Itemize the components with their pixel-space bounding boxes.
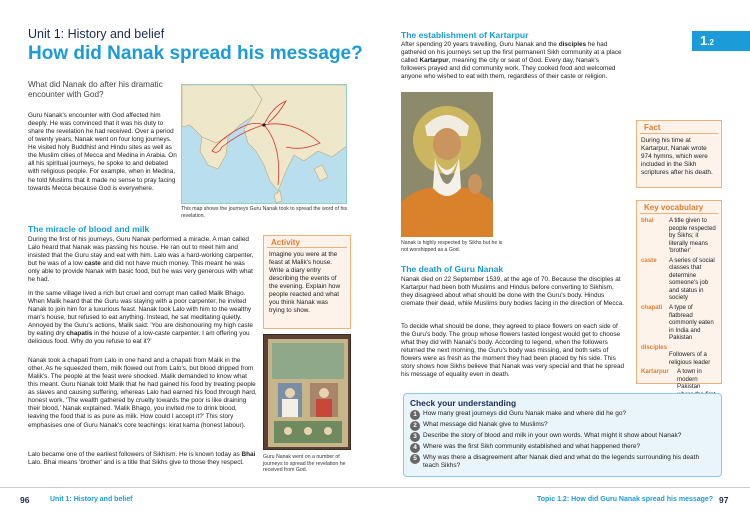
- page-number-right: 97: [719, 495, 729, 505]
- miracle-paragraph-2: In the same village lived a rich but cruel and corrupt man called Malik Bhago. When Malik heard that the Guru was staying with a poor carpenter, he invited Nanak to join him for a luxurious feast. Nanak took Lalo with him to the wealthy man's house, but refused to eat anything. Instead, he sat meditating quietly. Annoyed by the Guru's actions, Malik said: 'You are dishonouring my high caste by eating dry chapatis in the house of a low-caste carpenter. I am offering you delicious food. Why do you refuse to eat it?': [28, 290, 253, 346]
- vocab-item-def: Followers of a religious leader: [669, 351, 711, 366]
- activity-heading: Activity: [267, 236, 347, 248]
- kartarpur-heading: The establishment of Kartarpur: [401, 30, 529, 40]
- question-number: 4: [410, 443, 420, 453]
- miracle-paragraph-4: Lalo became one of the earliest followers of Sikhism. He is known today as Bhai Lalo. Bhai means 'brother' and is a title that Sikhs give to those they respect.: [28, 451, 256, 467]
- map-caption: This map shows the journeys Guru Nanak took to spread the word of his revelation.: [181, 206, 348, 219]
- journey-painting: [263, 334, 351, 450]
- vocab-item: caste A series of social classes that determine someone's job and status in society: [641, 256, 715, 302]
- right-footer: [375, 487, 750, 509]
- vocab-item: Kartarpur A town in modern Pakistan: [641, 368, 702, 391]
- miracle-heading: The miracle of blood and milk: [28, 224, 150, 234]
- portrait-illustration: [401, 92, 493, 237]
- question-number: 5: [410, 454, 420, 464]
- miracle-paragraph-3: Nanak took a chapati from Lalo in one hand and a chapati from Malik in the other. As he squeezed them, milk flowed out from Lalo's, but blood dripped from Malik's. The people at the feast were shocked. Malik demanded to know what this meant. Guru Nanak told Malik that he had gained his food by treating people as slaves and causing suffering, whereas Lalo had earned his food through hard, honest work. 'The wealth gathered by cruelty towards the poor is like draining their blood,' Nanak explained. 'Malik Bhago, you invited me to drink blood, leaving the food that is as pure as milk. How could I accept it?' This story emphasises one of Guru Nanak's core teachings: kirat karna (honest labour).: [28, 357, 257, 429]
- death-paragraph-2: To decide what should be done, they agreed to place flowers on each side of the Guru's body. The group whose flowers lasted longest would get to choose what they did with Nanak's body. According to legend, when the followers returned the next morning, the Guru's body was missing, and both sets of flowers were as fresh as the moment they had been placed by his side. This story shows how Sikhs believe that Nanak was very special and that he spread his message of equality even in death.: [401, 323, 625, 379]
- kartarpur-paragraph: After spending 20 years travelling, Guru Nanak and the disciples he had gathered on his journeys set up the first permanent Sikh community at a place called Kartarpur, meaning the city or seat of God. Every day, Nanak's followers prayed and did community work. They cooked food and welcomed anyone who wished to eat with them, regardless of their caste or religion.: [401, 41, 622, 81]
- check-heading: Check your understanding: [410, 398, 517, 408]
- intro-paragraph: Guru Nanak's encounter with God affected him deeply. He was convinced that it was his duty to share the revelation he had received. Over a period of twenty years, Nanak went on four long journeys. He visited holy Buddhist and Hindu sites as well as the Muslim cities of Mecca and Medina in Arabia. On all his spiritual journeys, he spoke to and debated with religious people. For example, when in Medina, he told Muslims that it made no sense to pray facing towards Mecca because God is everywhere.: [28, 112, 177, 192]
- page-title: How did Nanak spread his message?: [28, 43, 363, 64]
- intro-question: What did Nanak do after his dramatic encounter with God?: [28, 80, 163, 100]
- check-question: 2 What message did Nanak give to Muslims?: [404, 421, 721, 432]
- death-paragraph-1: Nanak died on 22 September 1539, at the age of 70. Because the disciples at Kartarpur had been both Muslims and Hindus before converting to Sikhism, they disagreed about what should be done with the Guru's body. Hindus cremate their dead, while Muslims bury bodies facing in the direction of Mecca.: [401, 276, 625, 308]
- journeys-map: [181, 84, 347, 204]
- fact-box: [636, 120, 722, 188]
- footer-topic-label: Topic 1.2: How did Guru Nanak spread his message?: [537, 496, 714, 503]
- portrait-caption: Nanak is highly respected by Sikhs but he is not worshipped as a God.: [401, 240, 503, 253]
- activity-box: [263, 235, 351, 329]
- guru-nanak-portrait: [401, 92, 493, 237]
- vocab-item: chapati A type of flatbread commonly eaten in India and Pakistan: [641, 304, 714, 342]
- question-number: 1: [410, 410, 420, 420]
- death-heading: The death of Guru Nanak: [401, 264, 504, 274]
- check-question: 4 Where was the first Sikh community established and what happened there?: [404, 443, 721, 454]
- page-number-left: 96: [20, 495, 30, 505]
- key-vocabulary-box: [636, 200, 722, 391]
- painting-illustration: [264, 335, 351, 450]
- check-question: 1 How many great journeys did Guru Nanak make and where did he go?: [404, 410, 721, 421]
- topic-badge: 1.2: [692, 31, 750, 51]
- question-number: 3: [410, 432, 420, 442]
- miracle-paragraph-1: During the first of his journeys, Guru Nanak performed a miracle. A man called Lalo heard that Nanak was passing his house. He ran out to meet him and insisted that the Guru stay and eat with him. Lalo was a hard-working carpenter, but he was of a low caste and did not have much money. This meant he was only able to provide Nanak with basic food, but he was very generous with what he had.: [28, 236, 254, 284]
- vocab-heading: Key vocabulary: [640, 201, 718, 214]
- check-understanding-box: [403, 393, 722, 477]
- activity-text: Imagine you were at the feast at Malik's house. Write a diary entry describing the events of the evening. Explain how people reacted and what you think Nanak was trying to show.: [269, 251, 341, 315]
- map-illustration: [182, 85, 347, 204]
- check-question: 5 Why was there a disagreement after Nanak died and what do the legends surrounding his death teach Sikhs?: [404, 454, 721, 471]
- left-footer: [0, 487, 375, 509]
- fact-text: During his time at Kartarpur, Nanak wrote 974 hymns, which were included in the Sikh scriptures after his death.: [641, 137, 713, 177]
- unit-title: Unit 1: History and belief: [28, 27, 165, 41]
- vocab-item: bhai A title given to people respected by Sikhs; it literally means 'brother': [641, 217, 716, 255]
- question-number: 2: [410, 421, 420, 431]
- fact-heading: Fact: [640, 121, 718, 134]
- footer-unit-label: Unit 1: History and belief: [50, 496, 133, 503]
- vocab-item: disciples: [641, 343, 668, 351]
- painting-caption: Guru Nanak went on a number of journeys to spread the revelation he received from God.: [263, 454, 346, 473]
- check-question: 3 Describe the story of blood and milk in your own words. What might it show about Nanak?: [404, 432, 721, 443]
